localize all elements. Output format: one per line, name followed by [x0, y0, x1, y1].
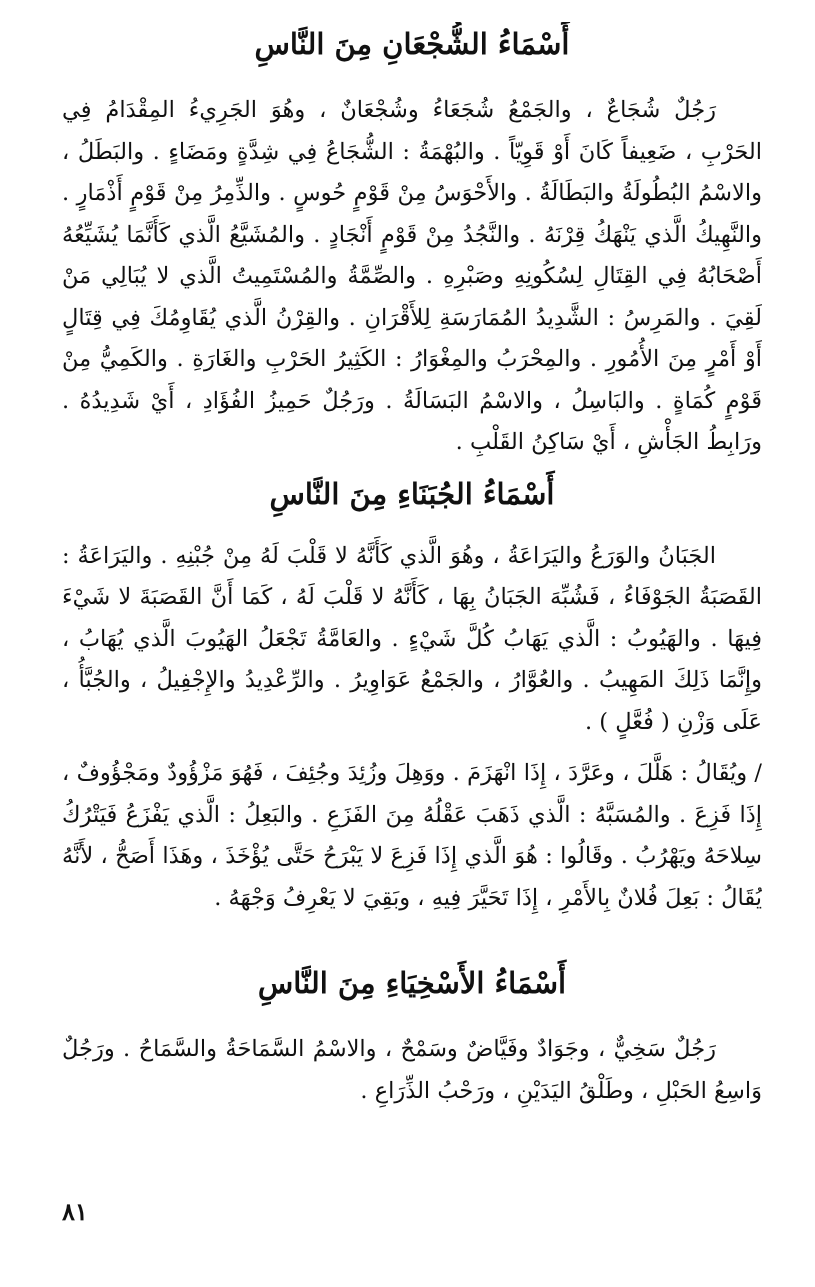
book-page	[62, 22, 762, 1212]
page-number: ٨١	[62, 1197, 88, 1226]
section-title-generous: أَسْمَاءُ الأَسْخِيَاءِ مِنَ النَّاسِ	[257, 966, 567, 1000]
paragraph-cowards-1: الجَبَانُ والوَرَعُ واليَرَاعَةُ ، وهُوَ الَّذي كَأَنَّهُ لا قَلْبَ لَهُ مِنْ جُبْنِهِ . واليَرَاعَةُ : القَصَبَةُ الجَوْفَاءُ ، فَشُبِّهَ الجَبَانُ بِهَا ، كَأَنَّهُ لا قَلْبَ لَهُ ، كَمَا أَنَّ القَصَبَةَ لا شَيْءَ فِيهَا . والهَيُوبُ : الَّذي يَهَابُ كُلَّ شَيْءٍ . والعَامَّةُ تَجْعَلُ الهَيُوبَ الَّذي يُهَابُ ، وإِنَّمَا ذَلِكَ المَهِيبُ . والعُوَّارُ ، والجَمْعُ عَوَاوِيرُ . والرِّعْدِيدُ والإِجْفِيلُ ، والجُبَّأُ ، عَلَى وَزْنِ ( فُعَّلٍ ) .	[62, 542, 762, 735]
paragraph-brave: رَجُلٌ شُجَاعٌ ، والجَمْعُ شُجَعَاءُ وشُجْعَانٌ ، وهُوَ الجَرِيءُ المِقْدَامُ فِي الحَرْبِ ، ضَعِيفاً كَانَ أَوْ قَوِيّاً . والبُهْمَةُ : الشُّجَاعُ فِي شِدَّةٍ ومَضَاءٍ . والبَطَلُ ، والاسْمُ البُطُولَةُ والبَطَالَةُ . والأَحْوَسُ مِنْ قَوْمٍ حُوسٍ . والذِّمِرُ مِنْ قَوْمٍ أَذْمَارٍ . والنَّهِيكُ الَّذي يَنْهَكُ قِرْنَهُ . والنَّجُدُ مِنْ قَوْمٍ أَنْجَادٍ . والمُشَيَّعُ الَّذي كَأَنَّمَا يُشَيِّعُهُ أَصْحَابُهُ فِي القِتَالِ لِسُكُونِهِ وصَبْرِهِ . والصِّمَّةُ والمُسْتَمِيتُ الَّذي لا يُبَالِي مَنْ لَقِيَ . والمَرِسُ : الشَّدِيدُ المُمَارَسَةِ لِلأَقْرَانِ . والقِرْنُ الَّذي يُقَاوِمُكَ فِي قِتَالٍ أَوْ أَمْرٍ مِنَ الأُمُورِ . والمِحْرَبُ والمِغْوَارُ : الكَثِيرُ الحَرْبِ والغَارَةِ . والكَمِيُّ مِنْ قَوْمٍ كُمَاةٍ . والبَاسِلُ ، والاسْمُ البَسَالَةُ . ورَجُلٌ حَمِيزُ الفُؤَادِ ، أَيْ شَدِيدُهُ . ورَابِطُ الجَأْشِ ، أَيْ سَاكِنُ القَلْبِ .	[62, 97, 762, 455]
paragraph-cowards-2: / ويُقَالُ : هَلَّلَ ، وعَرَّدَ ، إِذَا انْهَزَمَ . ووَهِلَ وزُئِدَ وجُئِفَ ، فَهُوَ مَزْؤُودٌ ومَجْؤُوفٌ ، إِذَا فَزِعَ . والمُسَبَّهُ : الَّذي ذَهَبَ عَقْلُهُ مِنَ الفَزَعِ . والبَعِلُ : الَّذي يَفْزَعُ فَيَتْرُكُ سِلاحَهُ ويَهْرُبُ . وقَالُوا : هُوَ الَّذي إِذَا فَزِعَ لا يَبْرَحُ حَتَّى يُؤْخَذَ ، وهَذَا أَصَحُّ ، لأَنَّهُ يُقَالُ : بَعِلَ فُلانٌ بِالأَمْرِ ، إِذَا تَحَيَّرَ فِيهِ ، وبَقِيَ لا يَعْرِفُ وَجْهَهُ .	[62, 760, 762, 911]
paragraph-generous: رَجُلٌ سَخِيٌّ ، وجَوَادٌ وفَيَّاضٌ وسَمْحٌ ، والاسْمُ السَّمَاحَةُ والسَّمَاحُ . ورَجُلٌ وَاسِعُ الحَبْلِ ، وطَلْقُ اليَدَيْنِ ، ورَحْبُ الذِّرَاعِ .	[62, 1036, 762, 1104]
section-title-brave: أَسْمَاءُ الشُّجْعَانِ مِنَ النَّاسِ	[254, 27, 570, 61]
section-title-cowards: أَسْمَاءُ الجُبَنَاءِ مِنَ النَّاسِ	[269, 476, 555, 511]
